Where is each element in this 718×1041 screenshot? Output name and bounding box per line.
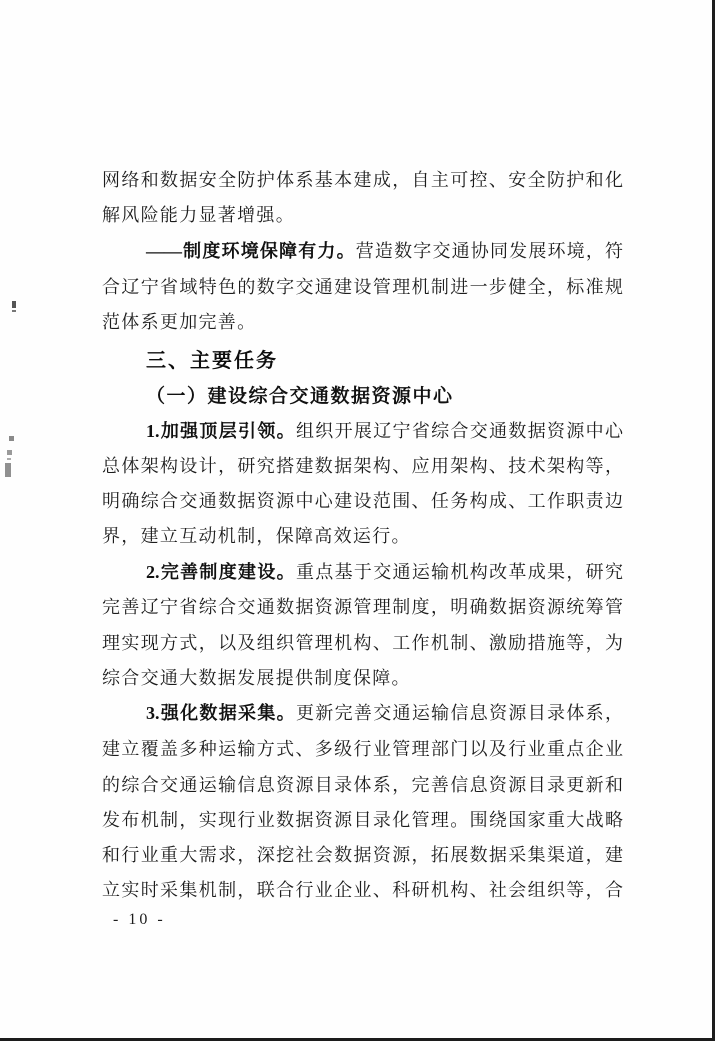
text-line: 立实时采集机制，联合行业企业、科研机构、社会组织等，合 (102, 880, 623, 900)
text-segment: 营造数字交通协同发展环境，符 (355, 241, 624, 261)
scan-artifact (12, 301, 16, 308)
text-line: 合辽宁省域特色的数字交通建设管理机制进一步健全，标准规 (102, 277, 623, 297)
text-segment: 更新完善交通运输信息资源目录体系， (296, 703, 623, 723)
text-segment: 重点基于交通运输机构改革成果，研究 (296, 562, 623, 582)
paragraph-lead: 2.完善制度建设。 (146, 562, 296, 582)
scan-edge-right (712, 0, 715, 1041)
scan-artifact (9, 436, 14, 441)
text-line: 理实现方式，以及组织管理机构、工作机制、激励措施等，为 (102, 633, 623, 653)
text-line: 综合交通大数据发展提供制度保障。 (102, 668, 411, 688)
text-line: 发布机制，实现行业数据资源目录化管理。围绕国家重大战略 (102, 810, 623, 830)
text-line: 界，建立互动机制，保障高效运行。 (102, 526, 411, 546)
text-line: 完善辽宁省综合交通数据资源管理制度，明确数据资源统筹管 (102, 597, 623, 617)
text-line (102, 233, 623, 269)
paragraph-lead: ——制度环境保障有力。 (146, 241, 356, 261)
text-line (102, 554, 623, 590)
paragraph-lead: 3.强化数据采集。 (146, 703, 296, 723)
paragraph-lead: 1.加强顶层引领。 (146, 421, 296, 441)
text-line: 范体系更加完善。 (102, 312, 257, 332)
text-segment: 组织开展辽宁省综合交通数据资源中心 (296, 421, 623, 441)
text-line: 和行业重大需求，深挖社会数据资源，拓展数据采集渠道，建 (102, 845, 623, 865)
text-line: 总体架构设计，研究搭建数据架构、应用架构、技术架构等， (102, 456, 623, 476)
text-line (102, 695, 623, 731)
subsection-heading: （一）建设综合交通数据资源中心 (146, 386, 454, 407)
text-line: 解风险能力显著增强。 (102, 205, 295, 225)
scan-artifact (12, 310, 16, 312)
page-number: - 10 - (113, 911, 166, 928)
scan-artifact (5, 463, 11, 477)
text-line: 网络和数据安全防护体系基本建成，自主可控、安全防护和化 (102, 170, 623, 190)
section-heading: 三、主要任务 (146, 350, 278, 372)
scan-artifact (7, 450, 12, 455)
scan-artifact (7, 458, 11, 460)
text-line: 明确综合交通数据资源中心建设范围、任务构成、工作职责边 (102, 491, 623, 511)
text-line (102, 413, 623, 449)
text-line: 的综合交通运输信息资源目录体系，完善信息资源目录更新和 (102, 775, 623, 795)
text-line: 建立覆盖多种运输方式、多级行业管理部门以及行业重点企业 (102, 739, 623, 759)
